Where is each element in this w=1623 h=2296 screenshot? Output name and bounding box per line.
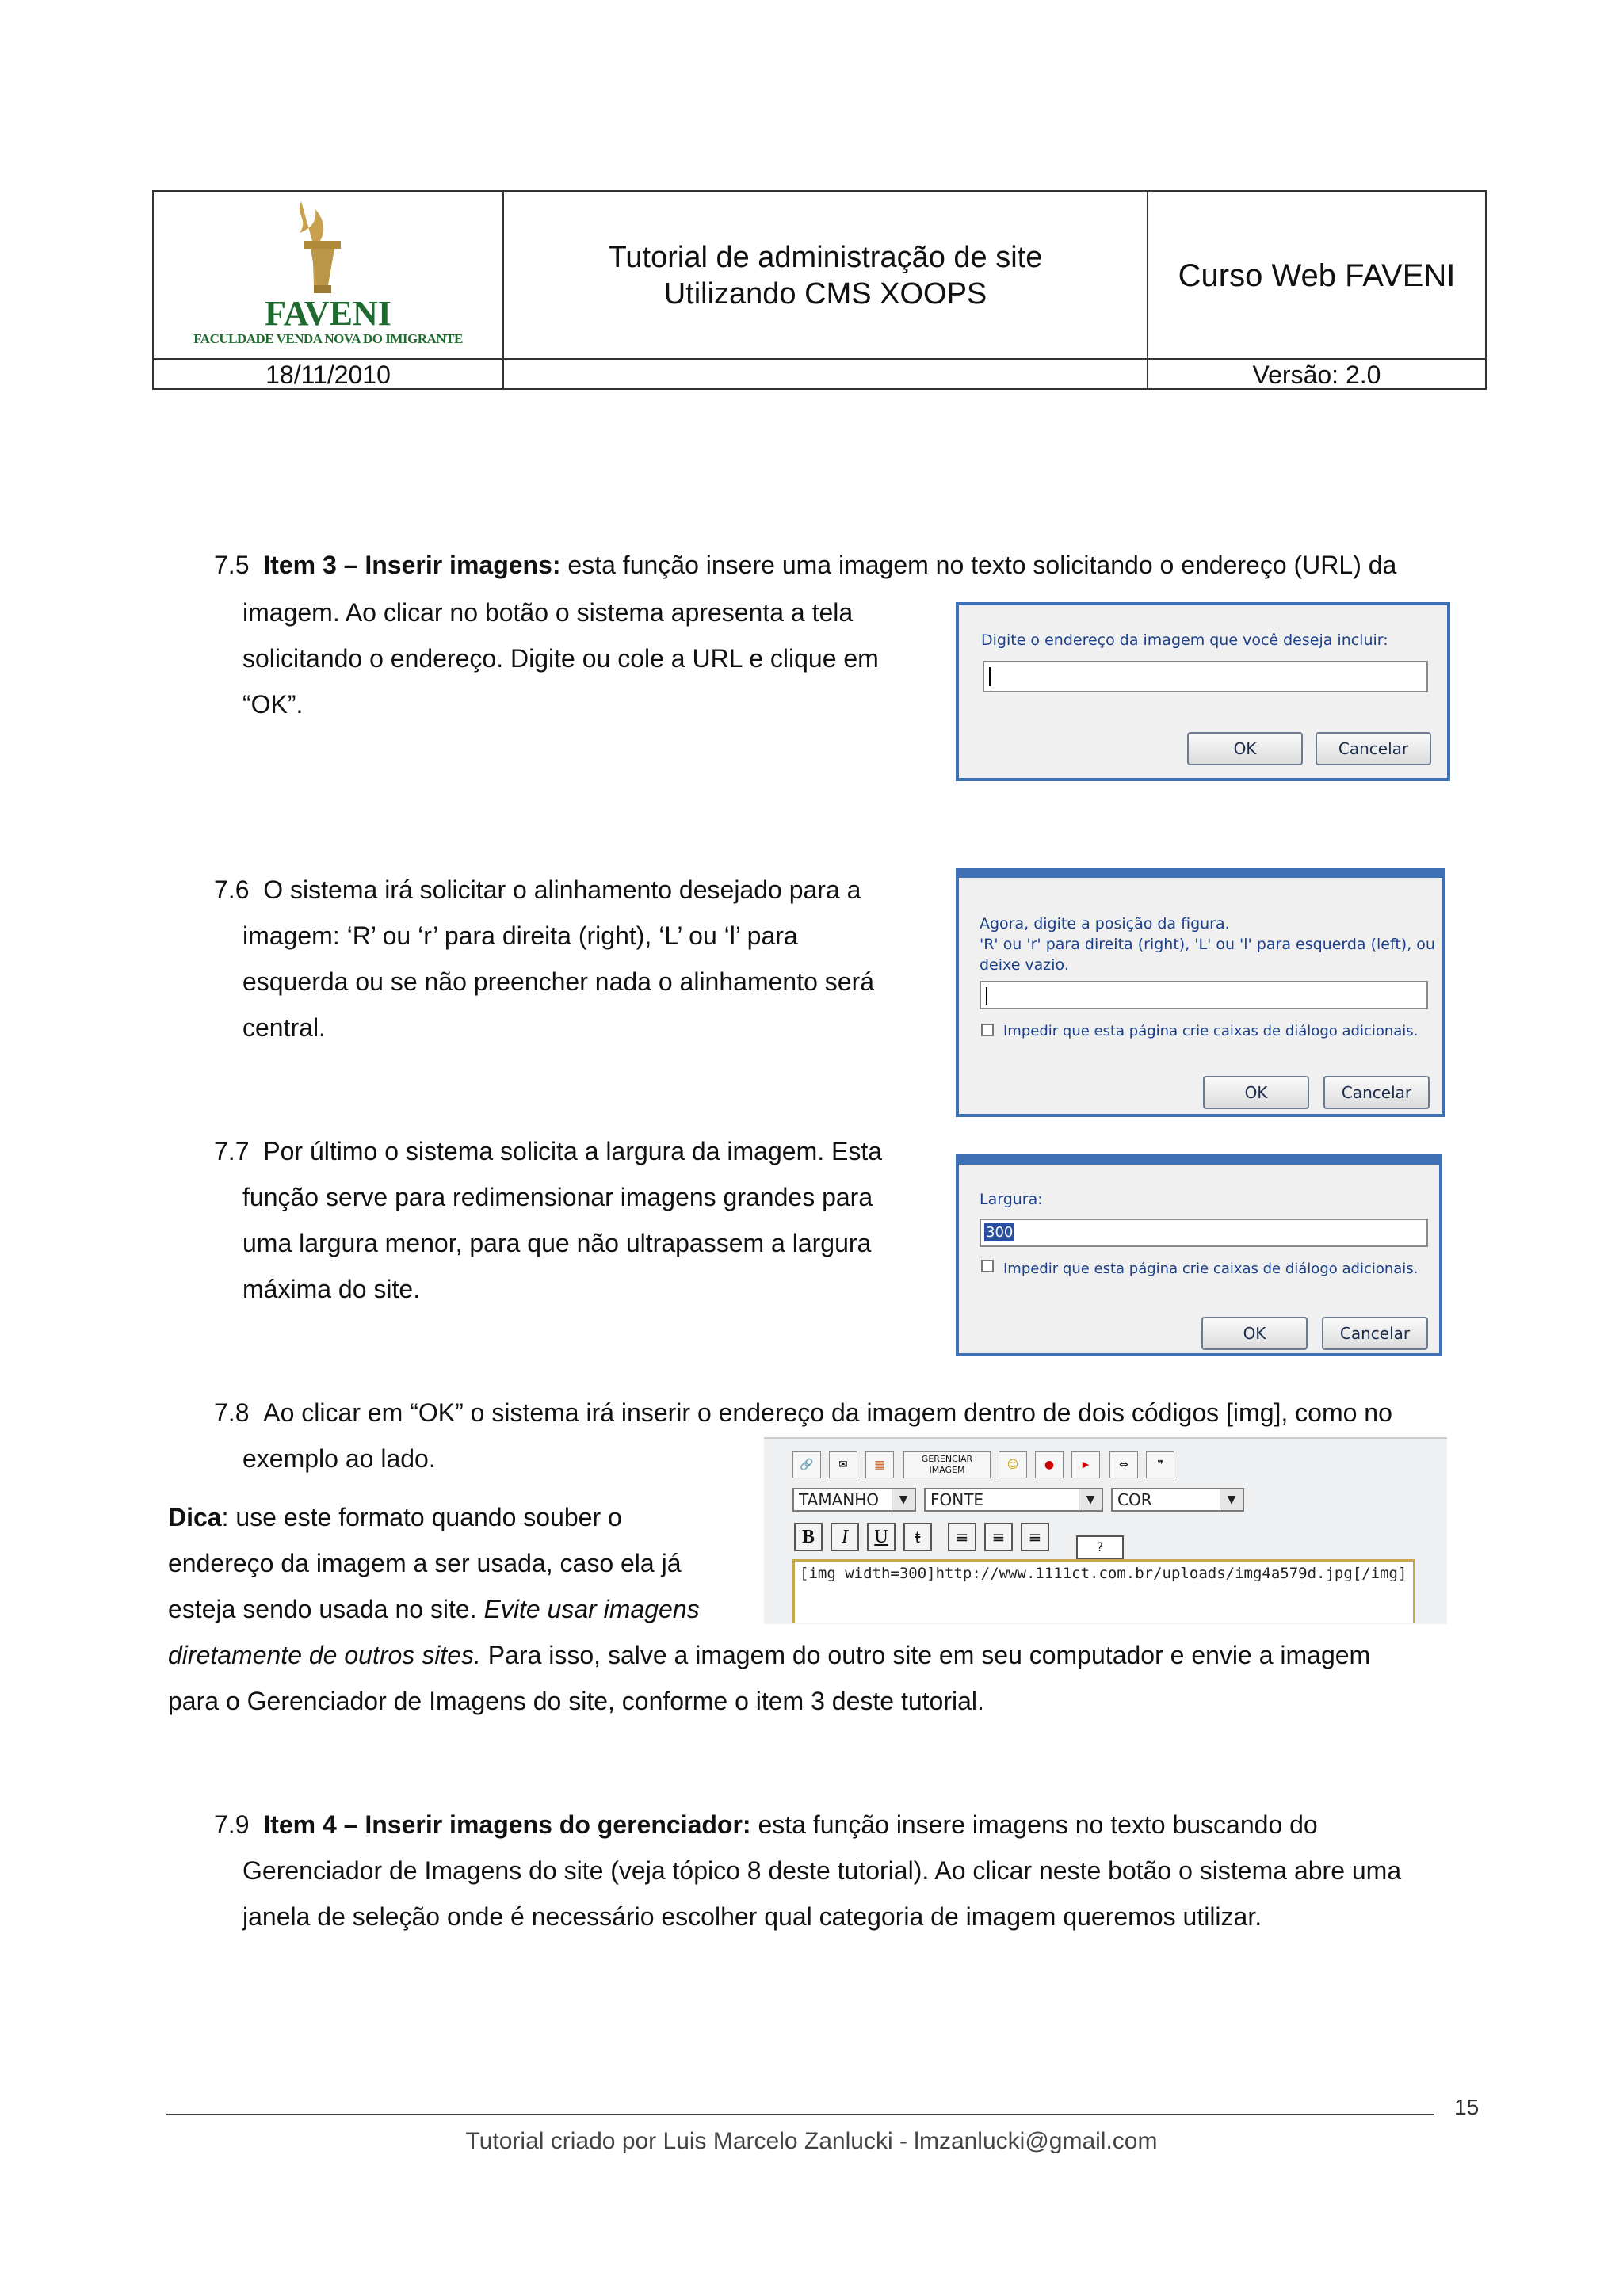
section-number: 7.9 — [214, 1810, 250, 1839]
quote-icon[interactable]: ❞ — [1146, 1451, 1174, 1478]
title-line: Tutorial de administração de site — [608, 241, 1043, 274]
flash-icon[interactable]: ● — [1035, 1451, 1064, 1478]
tip-line — [168, 1494, 622, 1540]
section-text: Ao clicar em “OK” o sistema irá inserir o endereço da imagem dentro de dois códigos [img], como no — [263, 1398, 1392, 1427]
section-7-5-line: imagem. Ao clicar no botão o sistema apresenta a tela — [242, 598, 854, 627]
url-prompt-dialog — [956, 602, 1450, 781]
section-7-7-line: função serve para redimensionar imagens grandes para — [242, 1183, 873, 1211]
checkbox-label: Impedir que esta página crie caixas de diálogo adicionais. — [1003, 1261, 1419, 1277]
block-dialogs-checkbox[interactable] — [981, 1260, 994, 1272]
section-text: O sistema irá solicitar o alinhamento desejado para a — [263, 875, 861, 904]
chevron-down-icon: ▼ — [1220, 1489, 1243, 1510]
section-text: esta função insere uma imagem no texto solicitando o endereço (URL) da — [560, 551, 1397, 579]
tip-line: para o Gerenciador de Imagens do site, conforme o item 3 deste tutorial. — [168, 1687, 984, 1715]
document-date: 18/11/2010 — [265, 360, 391, 389]
text-cursor — [986, 987, 987, 1005]
bold-button[interactable]: B — [794, 1523, 823, 1551]
color-select[interactable] — [1111, 1488, 1244, 1512]
tip-warning: diretamente de outros sites. — [168, 1641, 481, 1669]
section-7-7-line — [214, 1128, 882, 1174]
align-right-icon[interactable]: ≡ — [1021, 1523, 1049, 1551]
align-left-icon[interactable]: ≡ — [948, 1523, 976, 1551]
url-input[interactable] — [983, 661, 1428, 692]
size-select[interactable] — [792, 1488, 916, 1512]
ok-button[interactable]: OK — [1187, 732, 1303, 765]
text-cursor — [989, 667, 991, 686]
italic-button[interactable]: I — [831, 1523, 859, 1551]
footer-divider — [166, 2114, 1434, 2115]
help-button[interactable]: ? — [1076, 1535, 1124, 1559]
insert-image-icon[interactable]: ▦ — [865, 1451, 894, 1478]
youtube-icon[interactable]: ▶ — [1071, 1451, 1100, 1478]
logo-subtitle: FACULDADE VENDA NOVA DO IMIGRANTE — [193, 331, 463, 346]
link-icon[interactable]: 🔗 — [792, 1451, 821, 1478]
section-text: Por último o sistema solicita a largura da imagem. Esta — [263, 1137, 883, 1165]
dialog-prompt: Digite o endereço da imagem que você deseja incluir: — [981, 631, 1388, 649]
section-7-6-line — [214, 867, 861, 913]
section-7-7-line: máxima do site. — [242, 1275, 421, 1303]
cancel-button[interactable]: Cancelar — [1316, 732, 1431, 765]
document-title — [504, 239, 1147, 312]
dialog-prompt: Agora, digite a posição da figura. — [980, 915, 1230, 933]
width-value: 300 — [986, 1224, 1014, 1241]
tip-warning: Evite usar imagens — [483, 1595, 700, 1623]
color-select-value: COR — [1117, 1490, 1152, 1509]
code-icon[interactable]: ⇔ — [1109, 1451, 1138, 1478]
width-prompt-dialog — [956, 1154, 1442, 1356]
section-heading: Item 3 – Inserir imagens: — [263, 551, 561, 579]
section-7-9-line: janela de seleção onde é necessário escolher qual categoria de imagem queremos utilizar. — [242, 1902, 1262, 1931]
header-table — [152, 190, 1487, 390]
font-select-value: FONTE — [930, 1490, 984, 1509]
dialog-prompt: Largura: — [980, 1191, 1043, 1208]
tip-text: : use este formato quando souber o — [221, 1503, 622, 1531]
image-manager-button[interactable]: GERENCIAR IMAGEM — [903, 1451, 991, 1478]
tip-line — [168, 1632, 1370, 1678]
cancel-button[interactable]: Cancelar — [1322, 1317, 1428, 1350]
tip-label: Dica — [168, 1503, 222, 1531]
section-number: 7.8 — [214, 1398, 250, 1427]
smiley-icon[interactable]: ☺ — [999, 1451, 1027, 1478]
section-7-6-line: central. — [242, 1013, 326, 1042]
section-7-5-line: “OK”. — [242, 690, 304, 719]
footer-credit: Tutorial criado por Luis Marcelo Zanlucki - lmzanlucki@gmail.com — [465, 2128, 1158, 2154]
chevron-down-icon: ▼ — [892, 1489, 915, 1510]
underline-button[interactable]: U — [867, 1523, 896, 1551]
course-name: Curso Web FAVENI — [1178, 258, 1456, 293]
dialog-prompt: deixe vazio. — [980, 956, 1069, 974]
tip-line: endereço da imagem a ser usada, caso ela já — [168, 1549, 682, 1577]
editor-textarea[interactable] — [792, 1559, 1415, 1623]
email-icon[interactable]: ✉ — [829, 1451, 857, 1478]
block-dialogs-checkbox[interactable] — [981, 1024, 994, 1036]
page-number: 15 — [1454, 2095, 1480, 2119]
section-7-6-line: imagem: ‘R’ ou ‘r’ para direita (right), ‘L’ ou ‘l’ para — [242, 921, 798, 950]
strikethrough-button[interactable]: t — [903, 1523, 932, 1551]
editor-code-text: [img width=300]http://www.1111ct.com.br/uploads/img4a579d.jpg[/img] — [800, 1565, 1407, 1582]
section-7-9-line — [214, 1802, 1318, 1848]
tip-text: Para isso, salve a imagem do outro site em seu computador e envie a imagem — [480, 1641, 1371, 1669]
logo — [154, 192, 502, 358]
alignment-input[interactable] — [980, 981, 1428, 1009]
section-7-8-line: exemplo ao lado. — [242, 1444, 436, 1473]
font-select[interactable] — [924, 1488, 1103, 1512]
document-version: Versão: 2.0 — [1252, 360, 1381, 389]
align-center-icon[interactable]: ≡ — [984, 1523, 1013, 1551]
section-7-9-line: Gerenciador de Imagens do site (veja tópico 8 deste tutorial). Ao clicar neste botão o sistema abre uma — [242, 1856, 1402, 1885]
section-number: 7.6 — [214, 875, 250, 904]
tip-text: esteja sendo usada no site. — [168, 1595, 484, 1623]
section-7-5-line: solicitando o endereço. Digite ou cole a URL e clique em — [242, 644, 879, 673]
section-number: 7.7 — [214, 1137, 250, 1165]
tip-line — [168, 1586, 700, 1632]
alignment-prompt-dialog — [956, 868, 1445, 1117]
dialog-prompt: 'R' ou 'r' para direita (right), 'L' ou 'l' para esquerda (left), ou — [980, 936, 1435, 953]
chevron-down-icon: ▼ — [1079, 1489, 1102, 1510]
size-select-value: TAMANHO — [799, 1490, 880, 1509]
title-line: Utilizando CMS XOOPS — [663, 277, 987, 311]
logo-name: FAVENI — [265, 294, 391, 333]
section-heading: Item 4 – Inserir imagens do gerenciador: — [263, 1810, 751, 1839]
section-7-8-line — [214, 1390, 1392, 1436]
ok-button[interactable]: OK — [1203, 1076, 1309, 1109]
ok-button[interactable]: OK — [1201, 1317, 1308, 1350]
section-number: 7.5 — [214, 551, 250, 579]
section-text: esta função insere imagens no texto buscando do — [750, 1810, 1318, 1839]
section-7-7-line: uma largura menor, para que não ultrapassem a largura — [242, 1229, 872, 1257]
section-7-6-line: esquerda ou se não preencher nada o alinhamento será — [242, 967, 875, 996]
width-input[interactable] — [980, 1219, 1428, 1247]
cancel-button[interactable]: Cancelar — [1323, 1076, 1430, 1109]
checkbox-label: Impedir que esta página crie caixas de diálogo adicionais. — [1003, 1023, 1419, 1039]
section-7-5-line — [214, 542, 1396, 588]
